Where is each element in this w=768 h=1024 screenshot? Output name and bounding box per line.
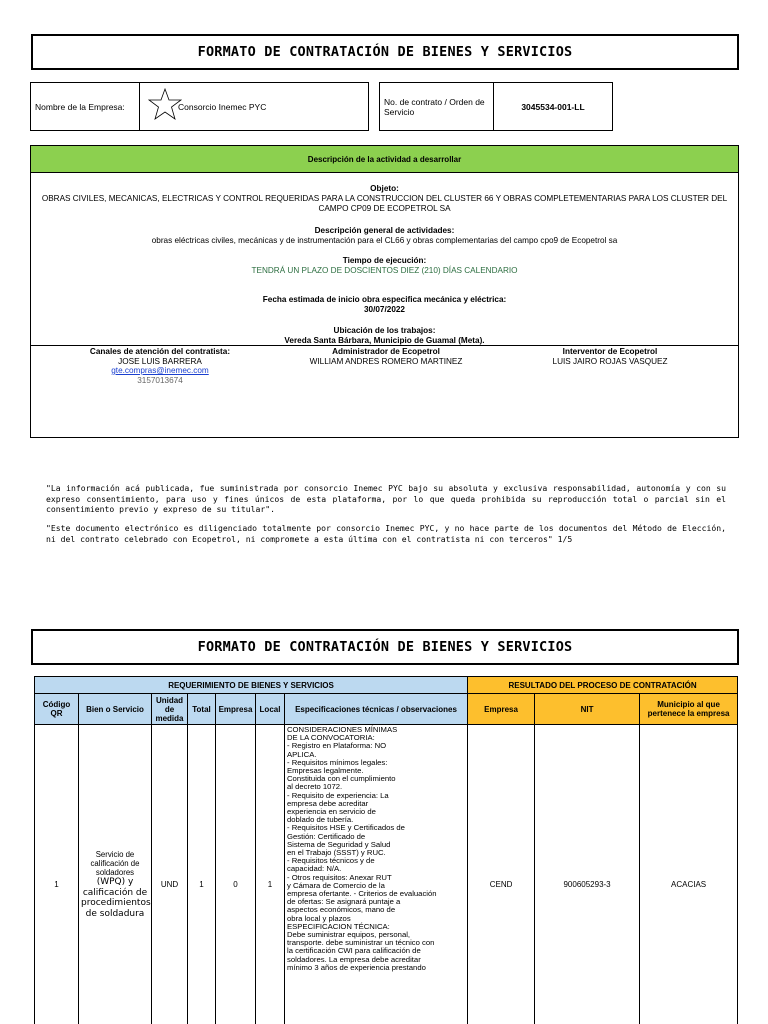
row-code: 1 [35,725,79,1024]
row-specifications: CONSIDERACIONES MÍNIMAS DE LA CONVOCATORIA: - Registro en Plataforma: NO APLICA. - Requisitos mínimos legales: Empresas legalmente. Constituida con el cumplimiento al decreto 1072. - Requisito de experiencia: La empresa debe acreditar experiencia en servicio de doblado de tubería. - Requisitos HSE y Certificados de Gestión: Certificado de Sistema de Seguridad y Salud en el Trabajo (SSST) y RUC. - Requisitos técnicos y de capacidad: N/A. - Otros requisitos: Anexar RUT y Cámara de Comercio de la empresa ofertante. - Criterios de evaluación de ofertas: Se asignará puntaje a aspectos económicos, mano de obra local y plazos ESPECIFICACION TÉCNICA: Debe suministrar equipos, personal, transporte. debe suministrar un técnico con la certificación CWI para calificación de soldadores. La empresa debe acreditar mínimo 3 años de experiencia prestando [285,725,468,1024]
contractor-channels-label: Canales de atención del contratista: [89,347,231,356]
object-label: Objeto: [370,184,399,193]
col-result-company: Empresa [468,694,535,725]
disclaimer-electronic-document: "Este documento electrónico es diligenciado totalmente por consorcio Inemec PYC, y no hace parte de los documentos del Método de Elección, ni del contrato celebrado con Ecopetrol, ni compromete a esta última con el contratista ni con terceros" 1/5 [46,523,726,544]
row-service-detail: (WPQ) y calificación de procedimientos de soldadura [81,877,151,919]
row-result-municipality: ACACIAS [640,725,738,1024]
general-label: Descripción general de actividades: [314,226,455,235]
row-service-name: Servicio de calificación de soldadores [90,850,140,877]
col-company: Empresa [216,694,256,725]
object-text: OBRAS CIVILES, MECANICAS, ELECTRICAS Y CONTROL REQUERIDAS PARA LA CONSTRUCCION DEL CLUSTER 66 Y OBRAS COMPLETEMENTARIAS PARA LOS CLUSTER DEL CAMPO CP09 DE ECOPETROL SA [41,194,728,213]
group-results: RESULTADO DEL PROCESO DE CONTRATACIÓN [468,677,738,694]
time-text: TENDRÁ UN PLAZO DE DOSCIENTOS DIEZ (210) DÍAS CALENDARIO [251,266,518,275]
auditor-label: Interventor de Ecopetrol [562,347,658,356]
location-text: Vereda Santa Bárbara, Municipio de Guamal (Meta). [284,336,485,345]
contractor-phone: 3157013674 [137,375,183,385]
time-section [31,256,738,276]
contract-label: No. de contrato / Orden de Servicio [379,82,494,131]
location-label: Ubicación de los trabajos: [333,326,436,335]
activity-description [30,145,739,438]
ecopetrol-auditor [495,347,725,366]
col-local: Local [256,694,285,725]
administrator-label: Administrador de Ecopetrol [332,347,440,356]
col-result-nit: NIT [535,694,640,725]
table-column-header [35,694,738,725]
row-result-company: CEND [468,725,535,1024]
col-result-municipality: Municipio al que pertenece la empresa [640,694,738,725]
requirements-table [34,676,738,1024]
general-text: obras eléctricas civiles, mecánicas y de instrumentación para el CL66 y obras complementarias del campo cpo9 de Ecopetrol sa [151,236,618,245]
row-local: 1 [256,725,285,1024]
col-total: Total [188,694,216,725]
object-section [31,184,738,214]
col-specifications: Especificaciones técnicas / observaciones [285,694,468,725]
auditor-name: LUIS JAIRO ROJAS VASQUEZ [552,356,668,366]
contractor-channels [45,347,275,385]
document-title: FORMATO DE CONTRATACIÓN DE BIENES Y SERVICIOS [31,34,739,70]
location-section [31,326,738,346]
general-section [31,226,738,246]
disclaimer-information: "La información acá publicada, fue suministrada por consorcio Inemec PYC bajo su absoluta y exclusiva responsabilidad, autonomía y con su expreso consentimiento, para uso y fines únicos de esta plataforma, por lo que queda prohibida su reproducción total o parcial sin el consentimiento previo y expreso de su titular". [46,483,726,514]
description-heading: Descripción de la actividad a desarrollar [31,146,738,173]
row-unit: UND [152,725,188,1024]
col-unit: Unidad de medida [152,694,188,725]
group-requirements: REQUERIMIENTO DE BIENES Y SERVICIOS [35,677,468,694]
contractor-contact-name: JOSE LUIS BARRERA [118,356,202,366]
start-label: Fecha estimada de inicio obra especifica mecánica y eléctrica: [262,295,507,304]
company-name-cell [139,82,369,131]
start-section [31,295,738,315]
row-service [79,725,152,1024]
table-row [35,725,738,1024]
company-name-label: Nombre de la Empresa: [30,82,140,131]
company-name-value: Consorcio Inemec PYC [178,102,267,112]
administrator-name: WILLIAM ANDRES ROMERO MARTINEZ [309,356,463,366]
col-qr-code: Código QR [35,694,79,725]
channels-divider [31,345,738,346]
row-result-nit: 900605293-3 [535,725,640,1024]
table-group-header [35,677,738,694]
row-company: 0 [216,725,256,1024]
start-date: 30/07/2022 [364,305,405,314]
star-logo-icon [148,87,182,121]
contract-number: 3045534-001-LL [493,82,613,131]
document-title-page2: FORMATO DE CONTRATACIÓN DE BIENES Y SERVICIOS [31,629,739,665]
row-total: 1 [188,725,216,1024]
col-service: Bien o Servicio [79,694,152,725]
time-label: Tiempo de ejecución: [342,256,427,265]
contractor-email-link[interactable]: gte.compras@inemec.com [111,366,209,375]
ecopetrol-administrator [271,347,501,366]
